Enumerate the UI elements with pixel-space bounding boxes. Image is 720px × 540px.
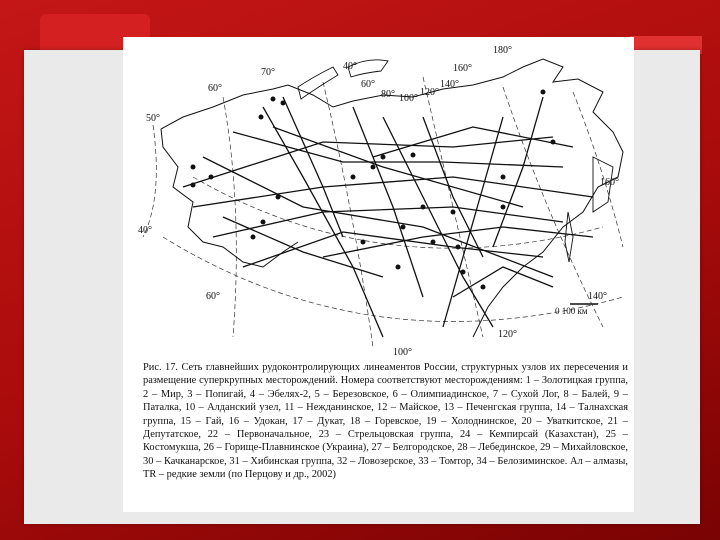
- lon-label: 120°: [498, 329, 517, 340]
- lon-label: 120°: [420, 87, 439, 98]
- lon-label: 160°: [453, 63, 472, 74]
- lon-label: 40°: [343, 61, 357, 72]
- sakhalin: [565, 212, 573, 262]
- novaya-zemlya: [298, 67, 338, 99]
- deposit-markers: [191, 90, 556, 290]
- lon-label: 60°: [208, 83, 222, 94]
- lon-label: 160°: [600, 177, 619, 188]
- lon-label: 50°: [146, 113, 160, 124]
- lineaments: [183, 97, 593, 337]
- degree-labels: [138, 45, 619, 357]
- lon-label: 140°: [440, 79, 459, 90]
- lon-label: 60°: [361, 79, 375, 90]
- lon-label: 100°: [399, 93, 418, 104]
- lon-label: 80°: [381, 89, 395, 100]
- lon-label: 60°: [206, 291, 220, 302]
- scale-label: 0 100 км: [555, 306, 588, 316]
- coastline: [161, 59, 623, 337]
- lon-label: 40°: [138, 225, 152, 236]
- lon-label: 70°: [261, 67, 275, 78]
- caption-text: Рис. 17. Сеть главнейших рудоконтролирующих линеаментов России, структурных узлов их пересечения и размещение суперкрупных месторождений. Номера соответствуют месторождениям: 1 – Золотицкая группа, 2 – Мир, 3 – Попигай, 4 – Эбелях-2, 5 – Березовское, 6 – Олимпиадинское, 7 – Сухой Лог, 8 – Балей, 9 – Паталка, 10 – Алданский узел, 11 – Нежданинское, 12 – Майское, 13 – Печенгская группа, 14 – Талнахская группа, 15 – Гай, 16 – Удокан, 17 – Дукат, 18 – Горевское, 19 – Холоднинское, 20 – Уваткитское, 21 – Депутатское, 22 – Первоначальное, 23 – Стрельцовская группа, 24 – Кемпирсай (Казахстан), 25 – Костомукша, 26 – Горище-Плавнинское (Украина), 27 – Белгородское, 28 – Лебединское, 29 – Михайловское, 30 – Качканарское, 31 – Хибинская группа, 32 – Ловозерское, 33 – Томтор, 34 – Белозиминское. Ал – алмазы, TR – редкие земли (по Перцову и др., 2002): [143, 362, 628, 481]
- figure-caption: [143, 361, 628, 482]
- figure-page: [123, 37, 634, 512]
- lon-label: 100°: [393, 347, 412, 357]
- lon-label: 140°: [588, 291, 607, 302]
- lineament-map: [123, 37, 634, 357]
- lon-label: 180°: [493, 45, 512, 56]
